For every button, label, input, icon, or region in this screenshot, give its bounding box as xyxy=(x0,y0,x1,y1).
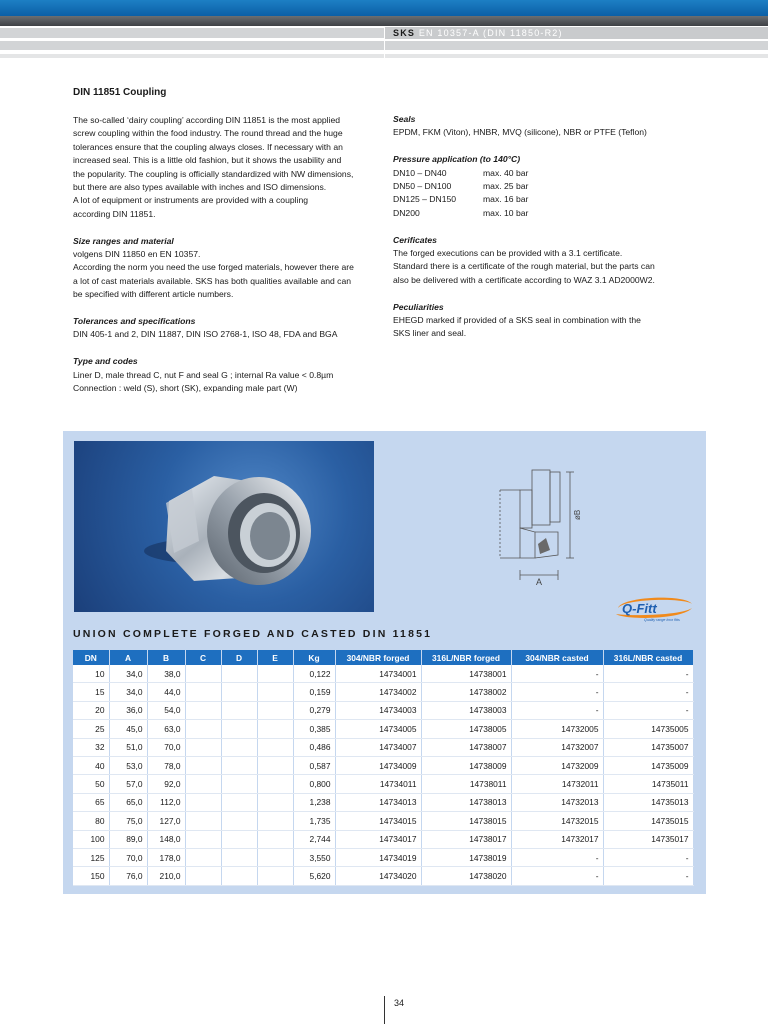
table-cell: 112,0 xyxy=(147,793,185,811)
table-cell: - xyxy=(511,867,603,885)
table-cell: 14732007 xyxy=(511,738,603,756)
footer-divider xyxy=(384,996,385,1024)
intro-line: tolerances ensure that the coupling always closes. If necessary with an xyxy=(73,141,343,152)
table-row xyxy=(73,830,693,848)
table-cell xyxy=(221,665,257,683)
table-cell: 10 xyxy=(73,665,109,683)
table-cell: 5,620 xyxy=(293,867,335,885)
left-column xyxy=(73,86,373,409)
table-cell xyxy=(185,683,221,701)
product-photo xyxy=(74,441,374,612)
table-cell: 14738013 xyxy=(421,793,511,811)
section-heading: Seals xyxy=(393,114,416,124)
diagram-label-b: øB xyxy=(573,509,582,520)
table-cell: 15 xyxy=(73,683,109,701)
q-fitt-logo xyxy=(612,594,696,622)
table-cell: 38,0 xyxy=(147,665,185,683)
table-cell: 14734011 xyxy=(335,775,421,793)
section-heading: Size ranges and material xyxy=(73,235,174,246)
table-cell xyxy=(185,848,221,866)
table-cell: 40 xyxy=(73,756,109,774)
table-cell: - xyxy=(511,665,603,683)
pressure-row xyxy=(393,180,693,193)
table-cell: 1,238 xyxy=(293,793,335,811)
intro-line: according DIN 11851. xyxy=(73,208,156,219)
table-cell: 14734009 xyxy=(335,756,421,774)
table-cell xyxy=(257,738,293,756)
peculiarities-section xyxy=(393,301,693,341)
intro-section xyxy=(73,114,373,221)
table-cell: 14738020 xyxy=(421,867,511,885)
header-brand: SKS xyxy=(393,28,416,38)
table-cell: 14735017 xyxy=(603,830,693,848)
table-cell: 63,0 xyxy=(147,720,185,738)
table-cell: 210,0 xyxy=(147,867,185,885)
size-line: a lot of cast materials available. SKS has both qualities available and can xyxy=(73,275,352,286)
peculiarities-line: EHEGD marked if provided of a SKS seal in combination with the xyxy=(393,315,641,326)
table-cell: 0,159 xyxy=(293,683,335,701)
intro-line: increased seal. This is a little old fashion, but it shows the usability and xyxy=(73,155,342,166)
table-cell xyxy=(221,756,257,774)
table-cell: 45,0 xyxy=(109,720,147,738)
table-cell xyxy=(221,775,257,793)
table-cell: 25 xyxy=(73,720,109,738)
table-cell: 178,0 xyxy=(147,848,185,866)
table-cell xyxy=(185,830,221,848)
table-cell: 14732005 xyxy=(511,720,603,738)
table-cell: - xyxy=(511,701,603,719)
table-cell xyxy=(221,701,257,719)
table-cell: 148,0 xyxy=(147,830,185,848)
tolerances-section xyxy=(73,315,373,342)
table-cell: 53,0 xyxy=(109,756,147,774)
table-row xyxy=(73,812,693,830)
table-cell: 76,0 xyxy=(109,867,147,885)
table-cell: 44,0 xyxy=(147,683,185,701)
table-cell xyxy=(185,738,221,756)
certificates-section xyxy=(393,234,693,288)
table-cell: 125 xyxy=(73,848,109,866)
table-cell: 14734013 xyxy=(335,793,421,811)
table-cell: 14735007 xyxy=(603,738,693,756)
header-separator xyxy=(384,27,385,58)
table-cell xyxy=(185,867,221,885)
table-cell: 0,385 xyxy=(293,720,335,738)
table-cell xyxy=(257,683,293,701)
table-cell xyxy=(221,683,257,701)
intro-line: the popularity. The coupling is officially standardized with NW dimensions, xyxy=(73,168,354,179)
table-header-row xyxy=(73,650,693,665)
table-row xyxy=(73,720,693,738)
table-cell: 70,0 xyxy=(109,848,147,866)
table-cell xyxy=(185,793,221,811)
table-cell xyxy=(257,756,293,774)
table-cell: 14735013 xyxy=(603,793,693,811)
header-title xyxy=(385,27,768,39)
product-table xyxy=(73,650,694,886)
table-cell xyxy=(221,738,257,756)
table-cell: 14734007 xyxy=(335,738,421,756)
table-cell xyxy=(221,848,257,866)
types-section xyxy=(73,355,373,395)
column-header: B xyxy=(147,650,185,665)
table-cell: 78,0 xyxy=(147,756,185,774)
table-cell: 0,587 xyxy=(293,756,335,774)
table-cell: 14738001 xyxy=(421,665,511,683)
right-column xyxy=(393,113,693,354)
table-row xyxy=(73,793,693,811)
table-cell: 34,0 xyxy=(109,665,147,683)
pressure-value: max. 10 bar xyxy=(483,207,529,218)
table-cell: 65,0 xyxy=(109,793,147,811)
pressure-value: max. 16 bar xyxy=(483,194,529,205)
table-cell: 92,0 xyxy=(147,775,185,793)
section-heading: Peculiarities xyxy=(393,301,444,312)
table-cell: 1,735 xyxy=(293,812,335,830)
table-cell: - xyxy=(603,683,693,701)
table-row xyxy=(73,867,693,885)
table-cell: 14738003 xyxy=(421,701,511,719)
table-cell xyxy=(221,793,257,811)
table-cell xyxy=(221,812,257,830)
seals-text: EPDM, FKM (Viton), HNBR, MVQ (silicone), NBR or PTFE (Teflon) xyxy=(393,127,647,138)
table-cell xyxy=(221,867,257,885)
table-cell: 0,486 xyxy=(293,738,335,756)
pressure-range: DN10 – DN40 xyxy=(393,167,447,178)
table-cell xyxy=(221,720,257,738)
intro-line: but there are also types available with inches and ISO dimensions. xyxy=(73,182,327,193)
table-cell xyxy=(257,701,293,719)
table-cell xyxy=(257,848,293,866)
table-cell: 50 xyxy=(73,775,109,793)
intro-line: A lot of equipment or instruments are provided with a coupling xyxy=(73,195,309,206)
table-row xyxy=(73,665,693,683)
page-title: DIN 11851 Coupling xyxy=(73,87,167,98)
table-row xyxy=(73,756,693,774)
table-cell: 14738002 xyxy=(421,683,511,701)
coupling-image xyxy=(74,441,374,612)
table-cell xyxy=(221,830,257,848)
seals-section xyxy=(393,113,693,140)
table-cell: 14738011 xyxy=(421,775,511,793)
table-cell xyxy=(257,830,293,848)
table-cell: 14734003 xyxy=(335,701,421,719)
table-cell: 127,0 xyxy=(147,812,185,830)
column-header: Kg xyxy=(293,650,335,665)
table-cell: 89,0 xyxy=(109,830,147,848)
table-cell: 65 xyxy=(73,793,109,811)
table-cell: 14735009 xyxy=(603,756,693,774)
table-cell: 14738007 xyxy=(421,738,511,756)
table-cell xyxy=(257,775,293,793)
table-row xyxy=(73,738,693,756)
table-cell: 75,0 xyxy=(109,812,147,830)
table-cell xyxy=(257,867,293,885)
table-cell: 51,0 xyxy=(109,738,147,756)
table-cell: 14734001 xyxy=(335,665,421,683)
intro-line: The so-called ‘dairy coupling’ according DIN 11851 is the most applied xyxy=(73,115,341,125)
pressure-section xyxy=(393,153,693,220)
section-heading: Pressure application (to 140°C) xyxy=(393,154,521,165)
table-cell: 80 xyxy=(73,812,109,830)
table-cell: 57,0 xyxy=(109,775,147,793)
pressure-range: DN200 xyxy=(393,207,420,218)
header-grey-bar xyxy=(0,16,768,26)
peculiarities-line: SKS liner and seal. xyxy=(393,328,467,339)
pressure-row xyxy=(393,193,693,206)
pressure-row xyxy=(393,207,693,220)
logo-name: Q-Fitt xyxy=(622,601,657,616)
table-cell: 14738017 xyxy=(421,830,511,848)
table-cell: 0,800 xyxy=(293,775,335,793)
intro-line: screw coupling within the food industry. The round thread and the huge xyxy=(73,128,343,139)
table-cell: 34,0 xyxy=(109,683,147,701)
table-cell xyxy=(185,756,221,774)
pressure-range: DN50 – DN100 xyxy=(393,181,452,192)
column-header: A xyxy=(109,650,147,665)
size-section xyxy=(73,235,373,302)
table-cell: 3,550 xyxy=(293,848,335,866)
table-cell: 14732015 xyxy=(511,812,603,830)
table-row xyxy=(73,701,693,719)
table-cell: 20 xyxy=(73,701,109,719)
pressure-value: max. 40 bar xyxy=(483,167,529,178)
table-cell: 150 xyxy=(73,867,109,885)
table-cell: - xyxy=(603,665,693,683)
column-header: 304/NBR casted xyxy=(511,650,603,665)
table-cell xyxy=(257,812,293,830)
column-header: D xyxy=(221,650,257,665)
certificates-line: Standard there is a certificate of the rough material, but the parts can xyxy=(393,261,655,272)
table-cell: 14738019 xyxy=(421,848,511,866)
table-cell: 14734017 xyxy=(335,830,421,848)
table-cell: 14735005 xyxy=(603,720,693,738)
size-line: be specified with different article numbers. xyxy=(73,289,234,300)
tolerances-line: DIN 405-1 and 2, DIN 11887, DIN ISO 2768-1, ISO 48, FDA and BGA xyxy=(73,329,338,340)
table-cell xyxy=(185,701,221,719)
table-cell: 0,279 xyxy=(293,701,335,719)
table-cell: 32 xyxy=(73,738,109,756)
column-header: E xyxy=(257,650,293,665)
table-cell: 2,744 xyxy=(293,830,335,848)
table-cell: - xyxy=(603,867,693,885)
column-header: 304/NBR forged xyxy=(335,650,421,665)
table-cell: 14732013 xyxy=(511,793,603,811)
table-cell: - xyxy=(511,683,603,701)
table-cell: 36,0 xyxy=(109,701,147,719)
table-cell xyxy=(185,812,221,830)
section-heading: Type and codes xyxy=(73,356,138,367)
certificates-line: also be delivered with a certificate according to WAZ 3.1 AD2000W2. xyxy=(393,274,655,285)
logo-tagline: Quality range Inox fitts xyxy=(644,618,680,622)
table-cell xyxy=(257,720,293,738)
table-cell: 14732011 xyxy=(511,775,603,793)
table-cell: - xyxy=(511,848,603,866)
pressure-value: max. 25 bar xyxy=(483,181,529,192)
table-cell: 14738005 xyxy=(421,720,511,738)
table-cell: 14734005 xyxy=(335,720,421,738)
section-heading: Tolerances and specifications xyxy=(73,316,196,327)
column-header: C xyxy=(185,650,221,665)
table-cell: 54,0 xyxy=(147,701,185,719)
types-line: Connection : weld (S), short (SK), expanding male part (W) xyxy=(73,383,298,394)
column-header: DN xyxy=(73,650,109,665)
size-line: volgens DIN 11850 en EN 10357. xyxy=(73,249,201,260)
table-cell xyxy=(257,793,293,811)
table-cell xyxy=(185,665,221,683)
table-cell: 14734015 xyxy=(335,812,421,830)
table-cell: 70,0 xyxy=(147,738,185,756)
table-cell xyxy=(185,775,221,793)
column-header: 316L/NBR forged xyxy=(421,650,511,665)
size-line: According the norm you need the use forged materials, however there are xyxy=(73,262,354,273)
table-cell xyxy=(257,665,293,683)
certificates-line: The forged executions can be provided with a 3.1 certificate. xyxy=(393,248,623,259)
table-cell: 14734002 xyxy=(335,683,421,701)
header-blue-bar xyxy=(0,0,768,16)
pressure-range: DN125 – DN150 xyxy=(393,194,457,205)
types-line: Liner D, male thread C, nut F and seal G ; internal Ra value < 0.8µm xyxy=(73,369,334,380)
table-cell: - xyxy=(603,701,693,719)
section-heading: Cerificates xyxy=(393,234,437,245)
table-cell: 14738015 xyxy=(421,812,511,830)
table-cell: 14735011 xyxy=(603,775,693,793)
table-cell: 0,122 xyxy=(293,665,335,683)
diagram-label-a: A xyxy=(536,577,543,587)
table-cell: 14732017 xyxy=(511,830,603,848)
table-cell: 14734020 xyxy=(335,867,421,885)
table-cell xyxy=(185,720,221,738)
table-body xyxy=(73,665,693,885)
pressure-row xyxy=(393,167,693,180)
table-cell: - xyxy=(603,848,693,866)
table-cell: 14732009 xyxy=(511,756,603,774)
table-cell: 14738009 xyxy=(421,756,511,774)
table-row xyxy=(73,683,693,701)
column-header: 316L/NBR casted xyxy=(603,650,693,665)
table-cell: 14734019 xyxy=(335,848,421,866)
header-standard: EN 10357-A (DIN 11850-R2) xyxy=(418,28,563,38)
table-cell: 14735015 xyxy=(603,812,693,830)
page-number: 34 xyxy=(394,998,405,1008)
technical-drawing xyxy=(490,460,600,600)
table-title: UNION COMPLETE FORGED AND CASTED DIN 11851 xyxy=(73,628,433,640)
table-row xyxy=(73,848,693,866)
table-row xyxy=(73,775,693,793)
table-cell: 100 xyxy=(73,830,109,848)
